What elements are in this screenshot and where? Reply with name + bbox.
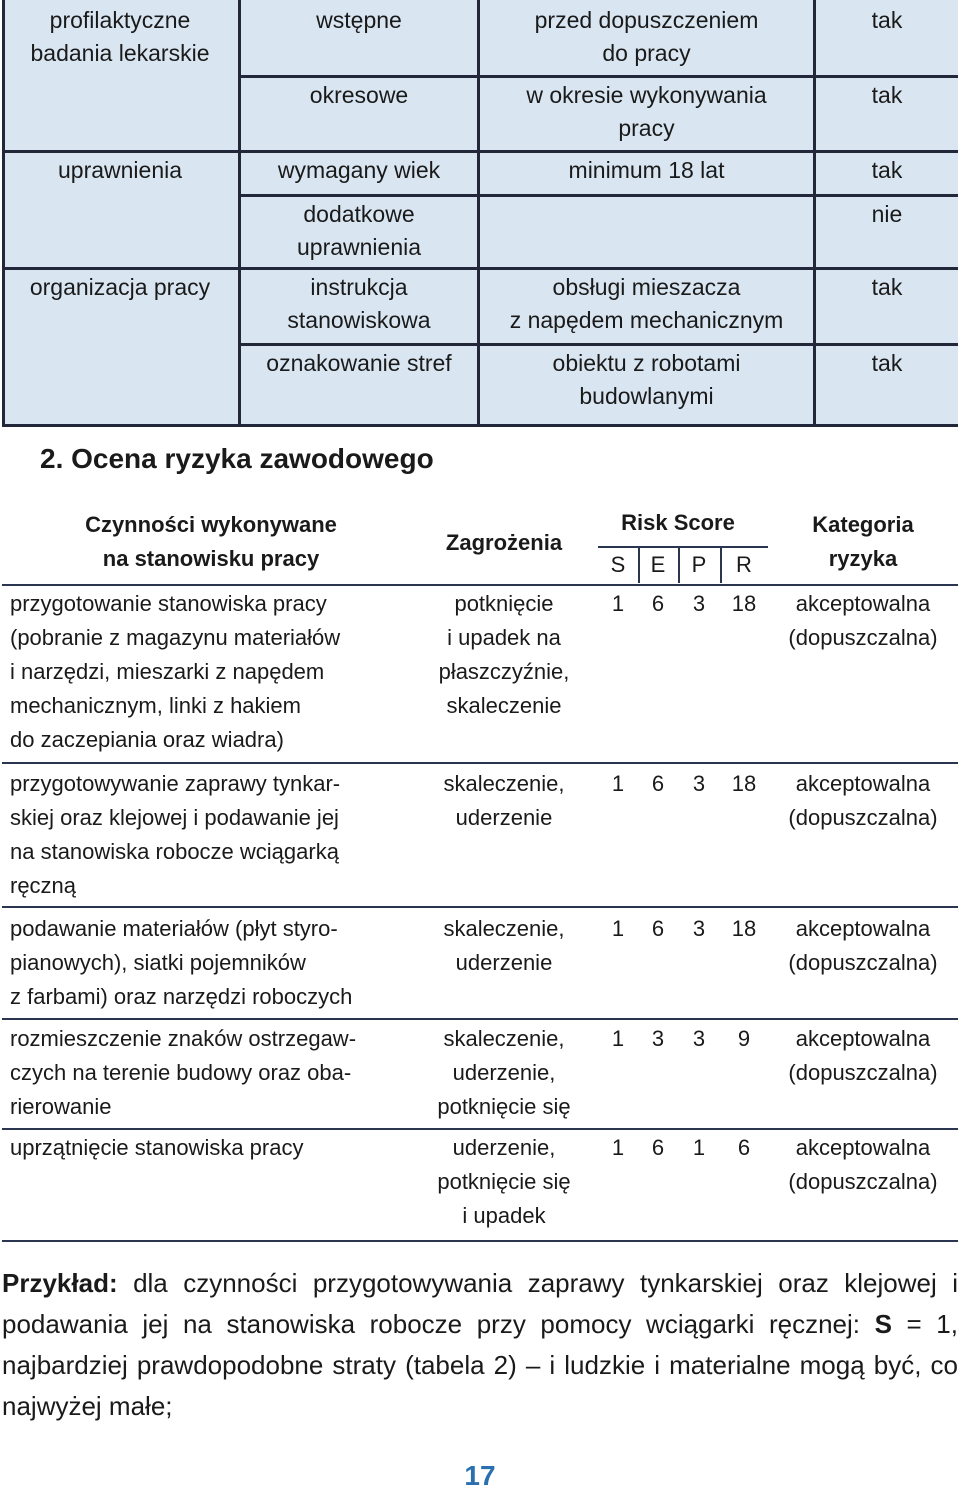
example-s-label: S	[874, 1309, 892, 1339]
table-cell: wymagany wiek	[277, 157, 441, 183]
hazard-cell: potknięcie i upadek na płaszczyźnie, skaleczenie	[438, 591, 570, 718]
category-cell: akceptowalna (dopuszczalna)	[788, 1135, 938, 1194]
category-cell: akceptowalna (dopuszczalna)	[788, 591, 938, 650]
table-cell: obsługi mieszacza z napędem mechanicznym	[509, 274, 784, 333]
e-cell: 6	[651, 916, 665, 941]
table-cell: profilaktyczne badania lekarskie	[30, 7, 210, 66]
category-cell: akceptowalna (dopuszczalna)	[788, 1026, 938, 1085]
e-cell: 3	[651, 1026, 665, 1051]
example-label: Przykład:	[2, 1268, 118, 1298]
rule	[678, 547, 680, 583]
p-cell: 1	[692, 1135, 706, 1160]
r-cell: 6	[737, 1135, 751, 1160]
table-cell: okresowe	[309, 82, 409, 108]
hazard-cell: skaleczenie, uderzenie	[443, 916, 565, 975]
table-cell: uprawnienia	[57, 157, 183, 183]
activity-cell: uprzątnięcie stanowiska pracy	[10, 1135, 304, 1160]
table-cell: wstępne	[316, 7, 402, 33]
p-cell: 3	[692, 1026, 706, 1051]
table-cell: nie	[871, 201, 903, 227]
page-number: 17	[464, 1460, 496, 1491]
rule	[2, 584, 958, 586]
header-hazards: Zagrożenia	[445, 530, 563, 555]
activity-cell: przygotowywanie zaprawy tynkar- skiej oraz klejowej i podawanie jej na stanowiska robocze wciągarką ręczną	[10, 771, 341, 898]
header-p: P	[691, 552, 707, 577]
table-cell: minimum 18 lat	[568, 157, 725, 183]
p-cell: 3	[692, 916, 706, 941]
activity-cell: rozmieszczenie znaków ostrzegaw- czych na terenie budowy oraz oba- rierowanie	[10, 1026, 357, 1119]
header-e: E	[650, 552, 666, 577]
table-cell: tak	[871, 82, 903, 108]
hazard-cell: uderzenie, potknięcie się i upadek	[437, 1135, 571, 1228]
table-cell: tak	[871, 274, 903, 300]
requirements-table	[2, 0, 958, 427]
s-cell: 1	[611, 1135, 625, 1160]
r-cell: 18	[731, 591, 757, 616]
e-cell: 6	[651, 771, 665, 796]
rule	[598, 546, 768, 548]
example-rest: = 1, najbardziej prawdopodobne straty (tabela 2) – i ludzkie i materialne mogą być, co najwyżej małe;	[2, 1309, 958, 1421]
header-r: R	[736, 552, 752, 577]
header-category: Kategoria ryzyka	[812, 512, 914, 571]
s-cell: 1	[611, 1026, 625, 1051]
s-cell: 1	[611, 916, 625, 941]
table-cell: dodatkowe uprawnienia	[296, 201, 422, 260]
s-cell: 1	[611, 771, 625, 796]
example-paragraph	[2, 1263, 958, 1427]
header-activity: Czynności wykonywane na stanowisku pracy	[85, 512, 337, 571]
table-cell: tak	[871, 7, 903, 33]
rule	[2, 1240, 958, 1242]
rule	[2, 762, 958, 764]
example-text: dla czynności przygotowywania zaprawy tynkarskiej oraz klejowej i podawania jej na stanowiska robocze przy pomocy wciągarki ręcznej:	[2, 1268, 958, 1339]
rule	[638, 547, 640, 583]
r-cell: 9	[737, 1026, 751, 1051]
activity-cell: podawanie materiałów (płyt styro- pianowych), siatki pojemników z farbami) oraz narzędzi roboczych	[10, 916, 353, 1009]
rule	[2, 906, 958, 908]
section-title: 2. Ocena ryzyka zawodowego	[40, 443, 434, 474]
table-cell: w okresie wykonywania pracy	[526, 82, 767, 141]
rule	[720, 547, 722, 583]
category-cell: akceptowalna (dopuszczalna)	[788, 916, 938, 975]
r-cell: 18	[731, 771, 757, 796]
table-cell: tak	[871, 350, 903, 376]
category-cell: akceptowalna (dopuszczalna)	[788, 771, 938, 830]
table-cell: obiektu z robotami budowlanymi	[552, 350, 741, 409]
r-cell: 18	[731, 916, 757, 941]
table-cell: przed dopuszczeniem do pracy	[534, 7, 759, 66]
header-s: S	[610, 552, 626, 577]
e-cell: 6	[651, 591, 665, 616]
p-cell: 3	[692, 591, 706, 616]
p-cell: 3	[692, 771, 706, 796]
s-cell: 1	[611, 591, 625, 616]
activity-cell: przygotowanie stanowiska pracy (pobranie z magazynu materiałów i narzędzi, mieszarki z napędem mechanicznym, linki z hakiem do zaczepiania oraz wiadra)	[10, 591, 341, 752]
rule	[2, 1018, 958, 1020]
hazard-cell: skaleczenie, uderzenie	[443, 771, 565, 830]
header-risk-score: Risk Score	[621, 510, 735, 535]
table-cell: organizacja pracy	[29, 274, 211, 300]
hazard-cell: skaleczenie, uderzenie, potknięcie się	[437, 1026, 571, 1119]
table-cell: instrukcja stanowiskowa	[287, 274, 431, 333]
table-cell: tak	[871, 157, 903, 183]
table-cell: oznakowanie stref	[266, 350, 452, 376]
e-cell: 6	[651, 1135, 665, 1160]
rule	[2, 1128, 958, 1130]
grid-line	[2, 424, 958, 427]
